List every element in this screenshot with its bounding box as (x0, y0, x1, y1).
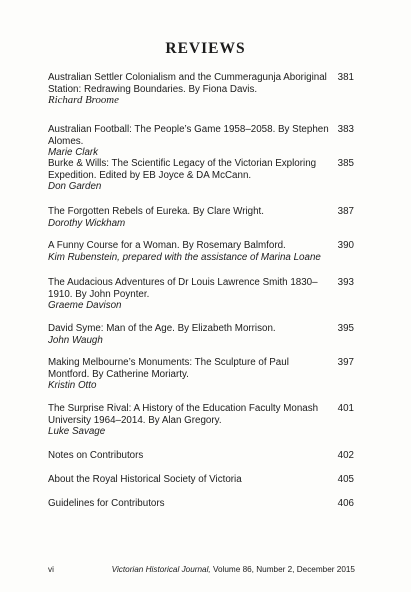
toc-entry[interactable] (48, 206, 354, 229)
toc-entry[interactable] (48, 158, 354, 193)
entry-title: Guidelines for Contributors (48, 498, 165, 509)
entry-author: Kim Rubenstein, prepared with the assistance of Marina Loane (48, 251, 321, 263)
entry-page-number: 393 (337, 277, 354, 288)
toc-entry[interactable] (48, 450, 354, 462)
entry-page-number: 385 (337, 158, 354, 169)
journal-name: Victorian Historical Journal, (111, 565, 211, 574)
entry-title: Notes on Contributors (48, 450, 144, 461)
entry-title: Australian Settler Colonialism and the Cummeragunja Aboriginal Station: Redrawing Boundaries. By Fiona Davis. (48, 72, 327, 95)
entry-title: A Funny Course for a Woman. By Rosemary Balmford. (48, 240, 286, 251)
entry-page-number: 405 (337, 474, 354, 485)
toc-entry[interactable] (48, 498, 354, 510)
entry-page-number: 381 (337, 72, 354, 83)
entry-author: John Waugh (48, 334, 103, 346)
entry-title: About the Royal Historical Society of Victoria (48, 474, 242, 485)
entry-page-number: 395 (337, 323, 354, 334)
entry-author: Luke Savage (48, 426, 106, 438)
entry-title: David Syme: Man of the Age. By Elizabeth Morrison. (48, 323, 276, 334)
toc-entry[interactable] (48, 403, 354, 438)
entry-author: Richard Broome (48, 94, 119, 107)
toc-entry[interactable] (48, 474, 354, 486)
entry-title: The Forgotten Rebels of Eureka. By Clare Wright. (48, 206, 264, 217)
toc-entry[interactable] (48, 277, 354, 312)
entry-page-number: 383 (337, 124, 354, 135)
toc-entry[interactable] (48, 323, 354, 346)
entry-page-number: 397 (337, 357, 354, 368)
entry-author: Graeme Davison (48, 300, 122, 312)
entry-author: Kristin Otto (48, 380, 97, 392)
toc-entry[interactable] (48, 357, 354, 392)
entry-title: The Audacious Adventures of Dr Louis Lawrence Smith 1830–1910. By John Poynter. (48, 277, 318, 300)
entry-page-number: 390 (337, 240, 354, 251)
toc-entry[interactable] (48, 72, 354, 107)
section-heading: REVIEWS (165, 40, 246, 57)
entry-author: Don Garden (48, 181, 102, 193)
entry-page-number: 406 (337, 498, 354, 509)
entry-page-number: 402 (337, 450, 354, 461)
entry-title: Burke & Wills: The Scientific Legacy of the Victorian Exploring Expedition. Edited by EB Joyce & DA McCann. (48, 158, 317, 181)
page-folio: vi (48, 565, 54, 574)
entry-title: Making Melbourne’s Monuments: The Sculpture of Paul Montford. By Catherine Moriarty. (48, 357, 289, 380)
entry-page-number: 387 (337, 206, 354, 217)
toc-entry[interactable] (48, 240, 354, 263)
entry-author: Marie Clark (48, 147, 99, 159)
entry-author: Dorothy Wickham (48, 217, 126, 229)
entry-title: The Surprise Rival: A History of the Education Faculty Monash University 1964–2014. By Alan Gregory. (48, 403, 319, 426)
journal-issue: Volume 86, Number 2, December 2015 (210, 565, 355, 574)
entry-page-number: 401 (337, 403, 354, 414)
running-footer (112, 565, 355, 574)
toc-entry[interactable] (48, 124, 354, 159)
entry-title: Australian Football: The People’s Game 1958–2058. By Stephen Alomes. (48, 124, 329, 147)
